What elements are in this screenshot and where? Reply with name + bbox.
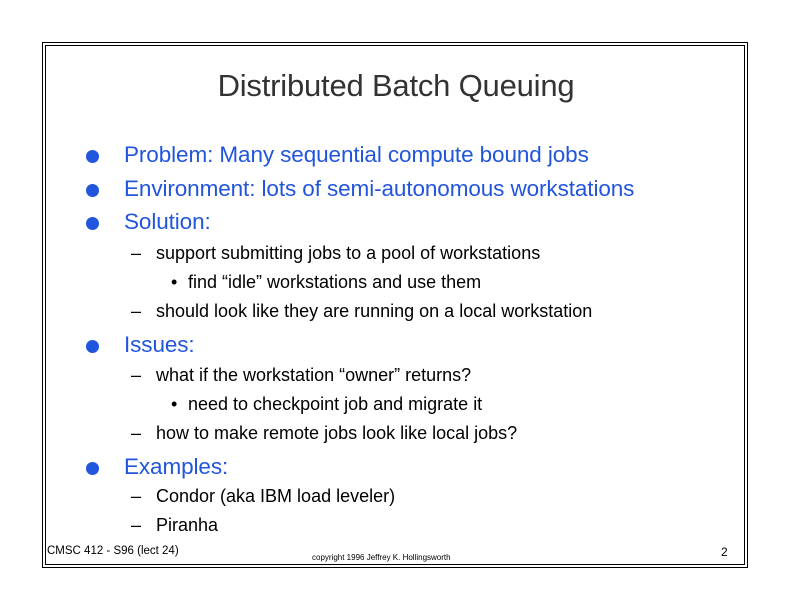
footer-course: CMSC 412 - S96 (lect 24): [47, 545, 179, 557]
solution-point: [131, 243, 541, 264]
bullet-dot-icon: [86, 462, 99, 475]
dash-marker: –: [131, 486, 142, 506]
bullet-examples: [124, 454, 228, 480]
bullet-issues: [124, 332, 195, 358]
issues-point-text: what if the workstation “owner” returns?: [156, 365, 472, 385]
bullet-dot-icon: [86, 184, 99, 197]
issues-subpoint: [171, 394, 483, 415]
bullet-dot-icon: [86, 217, 99, 230]
solution-point: [131, 301, 593, 322]
solution-point-text: should look like they are running on a local workstation: [156, 301, 593, 321]
bullet-solution: [124, 209, 211, 235]
dash-marker: –: [131, 301, 142, 321]
bullet-text: Issues:: [124, 332, 195, 357]
slide-title: Distributed Batch Queuing: [217, 68, 575, 103]
dash-marker: –: [131, 365, 142, 385]
examples-point-text: Piranha: [156, 515, 219, 535]
bullet-problem: [124, 142, 589, 168]
dot-marker: •: [171, 394, 178, 414]
issues-point-text: how to make remote jobs look like local jobs?: [156, 423, 518, 443]
bullet-dot-icon: [86, 150, 99, 163]
examples-point-text: Condor (aka IBM load leveler): [156, 486, 396, 506]
bullet-dot-icon: [86, 340, 99, 353]
footer-copyright: copyright 1996 Jeffrey K. Hollingsworth: [312, 553, 451, 562]
dash-marker: –: [131, 423, 142, 443]
bullet-environment: [124, 176, 634, 202]
examples-point: [131, 486, 396, 507]
bullet-text: Environment: lots of semi-autonomous workstations: [124, 176, 635, 201]
bullet-text: Problem: Many sequential compute bound jobs: [124, 142, 589, 167]
dash-marker: –: [131, 515, 142, 535]
solution-subpoint: [171, 272, 482, 293]
examples-point: [131, 515, 219, 536]
page-number: 2: [721, 545, 728, 559]
issues-point: [131, 423, 518, 444]
solution-point-text: support submitting jobs to a pool of workstations: [156, 243, 541, 263]
solution-subpoint-text: find “idle” workstations and use them: [188, 272, 482, 292]
dot-marker: •: [171, 272, 178, 292]
issues-point: [131, 365, 472, 386]
issues-subpoint-text: need to checkpoint job and migrate it: [188, 394, 483, 414]
bullet-text: Solution:: [124, 209, 211, 234]
dash-marker: –: [131, 243, 142, 263]
bullet-text: Examples:: [124, 454, 229, 479]
